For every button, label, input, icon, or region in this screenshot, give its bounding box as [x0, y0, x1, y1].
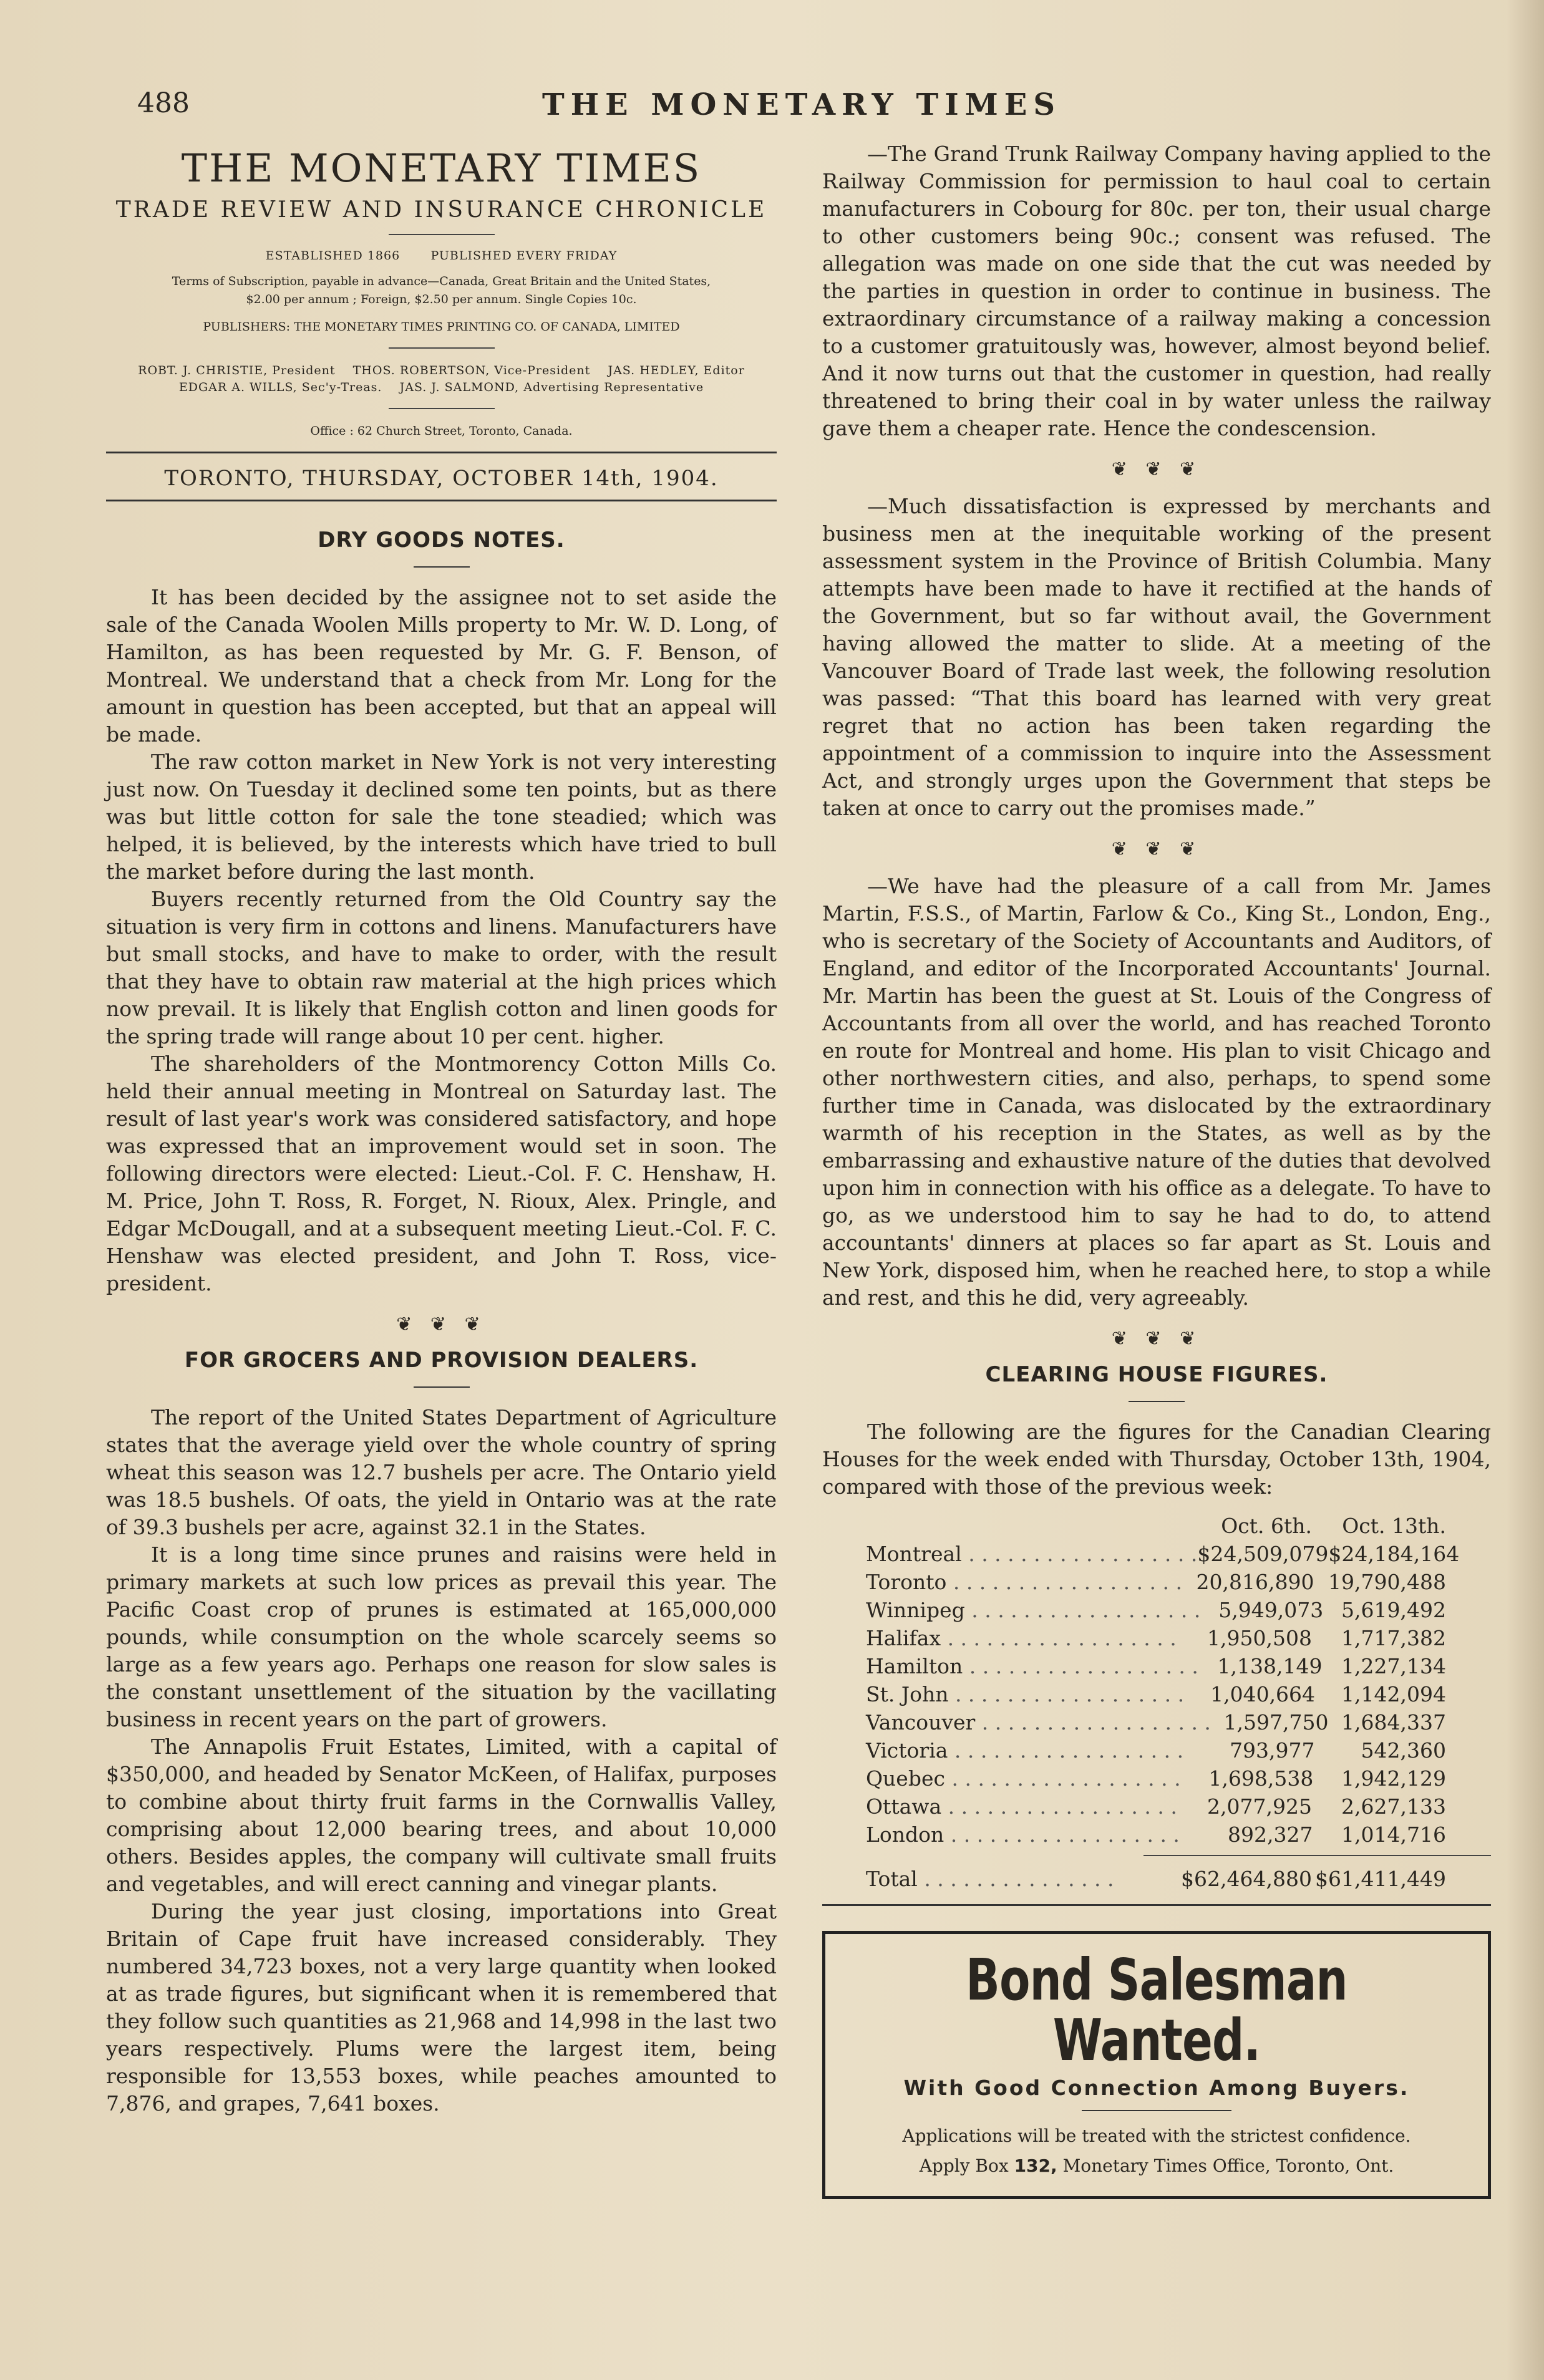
- value-oct6: 2,077,925: [1207, 1794, 1312, 1819]
- section-rule: [822, 1904, 1491, 1906]
- city-name: Montreal: [866, 1542, 962, 1566]
- total-oct6: $62,464,880: [1181, 1867, 1312, 1891]
- page-edge-shadow: [1507, 0, 1544, 2380]
- value-oct13: 1,227,134: [1341, 1654, 1446, 1678]
- table-body: [822, 1540, 1491, 1849]
- city-name: Hamilton: [866, 1654, 963, 1678]
- column-header-oct6: Oct. 6th.: [1221, 1514, 1312, 1538]
- total-oct13: $61,411,449: [1315, 1867, 1446, 1891]
- ad-line-1: Applications will be treated with the strictest confidence.: [902, 2126, 1411, 2147]
- dry-goods-heading: DRY GOODS NOTES.: [318, 527, 565, 553]
- value-oct6: 793,977: [1230, 1738, 1315, 1763]
- value-oct13: 1,014,716: [1341, 1822, 1446, 1847]
- staff-list: [106, 362, 777, 397]
- ad-apply-suffix: Monetary Times Office, Toronto, Ont.: [1062, 2155, 1394, 2177]
- leader-dots: . . . . . . . . . . . . . . . . . .: [948, 1794, 1177, 1819]
- leader-dots: . . . . . . . . . . . . . . . . . .: [969, 1654, 1198, 1678]
- masthead: [106, 145, 777, 501]
- value-oct6: 1,698,538: [1208, 1766, 1314, 1791]
- leader-dots: . . . . . . . . . . . . . . . . . .: [981, 1710, 1211, 1734]
- left-column: [106, 134, 777, 2117]
- table-row: [822, 1821, 1491, 1849]
- total-row: [822, 1865, 1491, 1893]
- paragraph: The shareholders of the Montmorency Cotton Mills Co. held their annual meeting in Montreal on Saturday last. The result of last year's work was considered satisfactory, and hope was expressed that an improvement would set in soon. The following directors were elected: Lieut.-Col. F. C. Henshaw, H. M. Price, John T. Ross, R. Forget, N. Rioux, Alex. Pringle, and Edgar McDougall, and at a subsequent meeting Lieut.-Col. F. C. Henshaw was elected president, and John T. Ross, vice-president.: [106, 1051, 777, 1295]
- paragraph: Buyers recently returned from the Old Country say the situation is very firm in cottons and linens. Manufacturers have but small stocks, and have to make to order, with the result that they have to obtain raw material at the high prices which now prevail. It is likely that English cotton and linen goods for the spring trade will range about 10 per cent. higher.: [106, 886, 777, 1048]
- british-columbia-paragraph: —Much dissatisfaction is expressed by merchants and business men at the inequitable working of the present assessment system in the Province of British Columbia. Many attempts have been made to have it rectified at the hands of the Government, but so far without avail, the Government having allowed the matter to slide. At a meeting of the Vancouver Board of Trade last week, the following resolution was passed: “That this board has learned with very great regret that no action has been taken regarding the appointment of a commission to inquire into the Assessment Act, and strongly urges upon the Government that steps be taken at once to carry out the promises made.”: [822, 494, 1491, 820]
- ad-title: Bond Salesman Wanted.: [966, 1947, 1347, 2074]
- table-row: [822, 1540, 1491, 1568]
- total-label: Total: [866, 1867, 918, 1891]
- table-row: [822, 1680, 1491, 1708]
- publishers-line: PUBLISHERS: THE MONETARY TIMES PRINTING CO. OF CANADA, LIMITED: [203, 320, 680, 334]
- paragraph: The report of the United States Department of Agriculture states that the average yield over the whole country of spring wheat this season was 12.7 bushels per acre. The Ontario yield was 18.5 bushels. Of oats, the yield in Ontario was at the rate of 39.3 bushels per acre, against 32.1 in the States.: [106, 1405, 777, 1539]
- value-oct13: 1,942,129: [1341, 1766, 1446, 1791]
- masthead-title: THE MONETARY TIMES: [181, 145, 702, 191]
- leader-dots: . . . . . . . . . . . . . . . . . .: [947, 1626, 1177, 1650]
- leader-dots: . . . . . . . . . . . . . . . . . .: [971, 1598, 1201, 1622]
- value-oct13: $24,184,164: [1328, 1542, 1460, 1566]
- table-row: [822, 1624, 1491, 1652]
- city-name: Quebec: [866, 1766, 945, 1791]
- value-oct13: 542,360: [1361, 1738, 1446, 1763]
- masthead-established-line: [106, 249, 777, 263]
- clearing-intro: The following are the figures for the Canadian Clearing Houses for the week ended with Thursday, October 13th, 1904, compared with those of the previous week:: [822, 1420, 1491, 1499]
- established: ESTABLISHED 1866: [265, 249, 401, 263]
- grocers-heading: FOR GROCERS AND PROVISION DEALERS.: [184, 1347, 699, 1373]
- divider: [389, 408, 495, 409]
- table-row: [822, 1764, 1491, 1792]
- grocers-article: [106, 1404, 777, 2117]
- subscription-line-1: Terms of Subscription, payable in advance—Canada, Great Britain and the United States,: [172, 274, 711, 288]
- value-oct6: 1,950,508: [1207, 1626, 1312, 1650]
- leader-dots: . . . . . . . . . . . . . . . . . .: [968, 1542, 1198, 1566]
- subscription-terms: [106, 273, 777, 308]
- heading-rule: [414, 1386, 470, 1388]
- clearing-table: [822, 1512, 1491, 1893]
- right-column: [822, 134, 1491, 2199]
- total-rule: [1143, 1855, 1491, 1856]
- value-oct6: 1,138,149: [1217, 1654, 1323, 1678]
- masthead-rule: [106, 500, 777, 501]
- city-name: Winnipeg: [866, 1598, 965, 1622]
- divider: [1082, 2110, 1231, 2111]
- value-oct13: 5,619,492: [1341, 1598, 1446, 1622]
- table-row: [822, 1596, 1491, 1624]
- running-head: [137, 87, 1466, 125]
- leader-dots: . . . . . . . . . . . . . . . . . .: [950, 1822, 1180, 1847]
- city-name: Victoria: [866, 1738, 948, 1763]
- section-ornament: ❦ ❦ ❦: [1111, 458, 1202, 480]
- table-row: [822, 1568, 1491, 1596]
- table-row: [822, 1708, 1491, 1736]
- running-title: THE MONETARY TIMES: [541, 87, 1062, 122]
- value-oct13: 1,142,094: [1341, 1682, 1446, 1706]
- value-oct13: 2,627,133: [1341, 1794, 1446, 1819]
- city-name: St. John: [866, 1682, 949, 1706]
- value-oct6: 1,040,664: [1210, 1682, 1316, 1706]
- city-name: Toronto: [866, 1570, 947, 1594]
- city-name: Halifax: [866, 1626, 941, 1650]
- page-number: 488: [137, 87, 190, 119]
- value-oct13: 19,790,488: [1328, 1570, 1446, 1594]
- column-header-oct13: Oct. 13th.: [1342, 1514, 1446, 1538]
- value-oct6: $24,509,079: [1197, 1542, 1329, 1566]
- office-address: Office : 62 Church Street, Toronto, Canada.: [310, 423, 573, 438]
- published: PUBLISHED EVERY FRIDAY: [430, 249, 618, 263]
- dry-goods-article: [106, 584, 777, 1297]
- divider: [389, 234, 495, 235]
- table-row: [822, 1736, 1491, 1764]
- city-name: Vancouver: [866, 1710, 976, 1734]
- leader-dots: . . . . . . . . . . . . . . . . . .: [953, 1570, 1182, 1594]
- james-martin-paragraph: —We have had the pleasure of a call from Mr. James Martin, F.S.S., of Martin, Farlow & Co., King St., London, Eng., who is secretary of the Society of Accountants and Auditors, of England, and editor of the Incorporated Accountants' Journal. Mr. Martin has been the guest at St. Louis of the Congress of Accountants from all over the world, and has reached Toronto en route for Montreal and home. His plan to visit Chicago and other northwestern cities, and also, perhaps, to spend some further time in Canada, was dislocated by the extraordinary warmth of his reception in the States, as well as by the embarrassing and exhaustive nature of the duties that devolved upon him in connection with his office as a delegate. To have to go, as we understood him to say he had to do, to attend accountants' dinners at places so far apart as St. Louis and New York, disposed him, when he reached here, to stop a while and rest, and this he did, very agreeably.: [822, 874, 1491, 1310]
- value-oct13: 1,684,337: [1341, 1710, 1446, 1734]
- section-ornament: ❦ ❦ ❦: [1111, 1328, 1202, 1350]
- paragraph: It is a long time since prunes and raisins were held in primary markets at such low prices as prevail this year. The Pacific Coast crop of prunes is estimated at 165,000,000 pounds, while consumption on the whole scarcely seems so large as a few years ago. Perhaps one reason for slow sales is the constant unsettlement of the situation by the vacillating business in recent years on the part of growers.: [106, 1542, 777, 1731]
- value-oct6: 20,816,890: [1196, 1570, 1314, 1594]
- leader-dots: . . . . . . . . . . . . . . . . . .: [951, 1766, 1181, 1791]
- advertisement-box: [822, 1931, 1491, 2199]
- leader-dots: . . . . . . . . . . . . . . . . . .: [954, 1738, 1184, 1763]
- value-oct6: 892,327: [1228, 1822, 1313, 1847]
- ad-line-2: [838, 2151, 1475, 2181]
- ad-subtitle: With Good Connection Among Buyers.: [903, 2076, 1410, 2101]
- value-oct13: 1,717,382: [1341, 1626, 1446, 1650]
- staff-line-2: EDGAR A. WILLS, Sec'y-Treas. JAS. J. SALMOND, Advertising Representative: [178, 380, 704, 395]
- heading-rule: [414, 566, 470, 568]
- city-name: London: [866, 1822, 944, 1847]
- staff-line-1: ROBT. J. CHRISTIE, President THOS. ROBERTSON, Vice-President JAS. HEDLEY, Editor: [138, 363, 745, 377]
- leader-dots: . . . . . . . . . . . . . . . . . .: [954, 1682, 1185, 1706]
- heading-rule: [1129, 1401, 1185, 1402]
- section-ornament: ❦ ❦ ❦: [1111, 838, 1202, 860]
- section-ornament: ❦ ❦ ❦: [396, 1313, 487, 1335]
- value-oct6: 1,597,750: [1223, 1710, 1329, 1734]
- ad-apply-prefix: Apply Box: [919, 2155, 1009, 2177]
- grand-trunk-paragraph: —The Grand Trunk Railway Company having applied to the Railway Commission for permission to haul coal to certain manufacturers in Cobourg for 80c. per ton, their usual charge to other customers being 90c.; consent was refused. The allegation was made on one side that the cut was needed by the parties in question in order to continue in business. The extraordinary circumstance of a railway making a concession to a customer gratuitously was, however, almost beyond belief. And it now turns out that the customer in question, had really threatened to bring their coal in by water unless the railway gave them a cheaper rate. Hence the condescension.: [822, 142, 1491, 440]
- paragraph: The Annapolis Fruit Estates, Limited, with a capital of $350,000, and headed by Senator McKeen, of Halifax, purposes to combine about thirty fruit farms in the Cornwallis Valley, comprising about 12,000 bearing trees, and about 10,000 others. Besides apples, the company will cultivate small fruits and vegetables, and will erect canning and vinegar plants.: [106, 1734, 777, 1896]
- subscription-line-2: $2.00 per annum ; Foreign, $2.50 per annum. Single Copies 10c.: [246, 292, 637, 306]
- ad-box-number: 132,: [1014, 2155, 1057, 2177]
- paragraph: During the year just closing, importations into Great Britain of Cape fruit have increased considerably. They numbered 34,723 boxes, not a very large quantity when looked at as trade figures, but significant when it is remembered that they follow such quantities as 21,968 and 14,998 in the last two years respectively. Plums were the largest item, being responsible for 13,553 boxes, while peaches amounted to 7,876, and grapes, 7,641 boxes.: [106, 1899, 777, 2116]
- city-name: Ottawa: [866, 1794, 942, 1819]
- masthead-subtitle: TRADE REVIEW AND INSURANCE CHRONICLE: [115, 197, 767, 223]
- value-oct6: 5,949,073: [1218, 1598, 1324, 1622]
- masthead-rule: [106, 452, 777, 453]
- table-row: [822, 1792, 1491, 1821]
- table-row: [822, 1652, 1491, 1680]
- paragraph: It has been decided by the assignee not to set aside the sale of the Canada Woolen Mills property to Mr. W. D. Long, of Hamilton, as has been requested by Mr. G. F. Benson, of Montreal. We understand that a check from Mr. Long for the amount in question has been accepted, but that an appeal will be made.: [106, 584, 777, 747]
- clearing-heading: CLEARING HOUSE FIGURES.: [985, 1362, 1328, 1387]
- date-line: TORONTO, THURSDAY, OCTOBER 14th, 1904.: [164, 465, 719, 491]
- divider: [389, 347, 495, 349]
- leader-dots: . . . . . . . . . . . . . . .: [924, 1867, 1114, 1891]
- paragraph: The raw cotton market in New York is not very interesting just now. On Tuesday it declined some ten points, but as there was but little cotton for sale the tone steadied; which was helped, it is believed, by the interests which have tried to bull the market before during the last month.: [106, 749, 777, 884]
- table-header: [822, 1512, 1491, 1540]
